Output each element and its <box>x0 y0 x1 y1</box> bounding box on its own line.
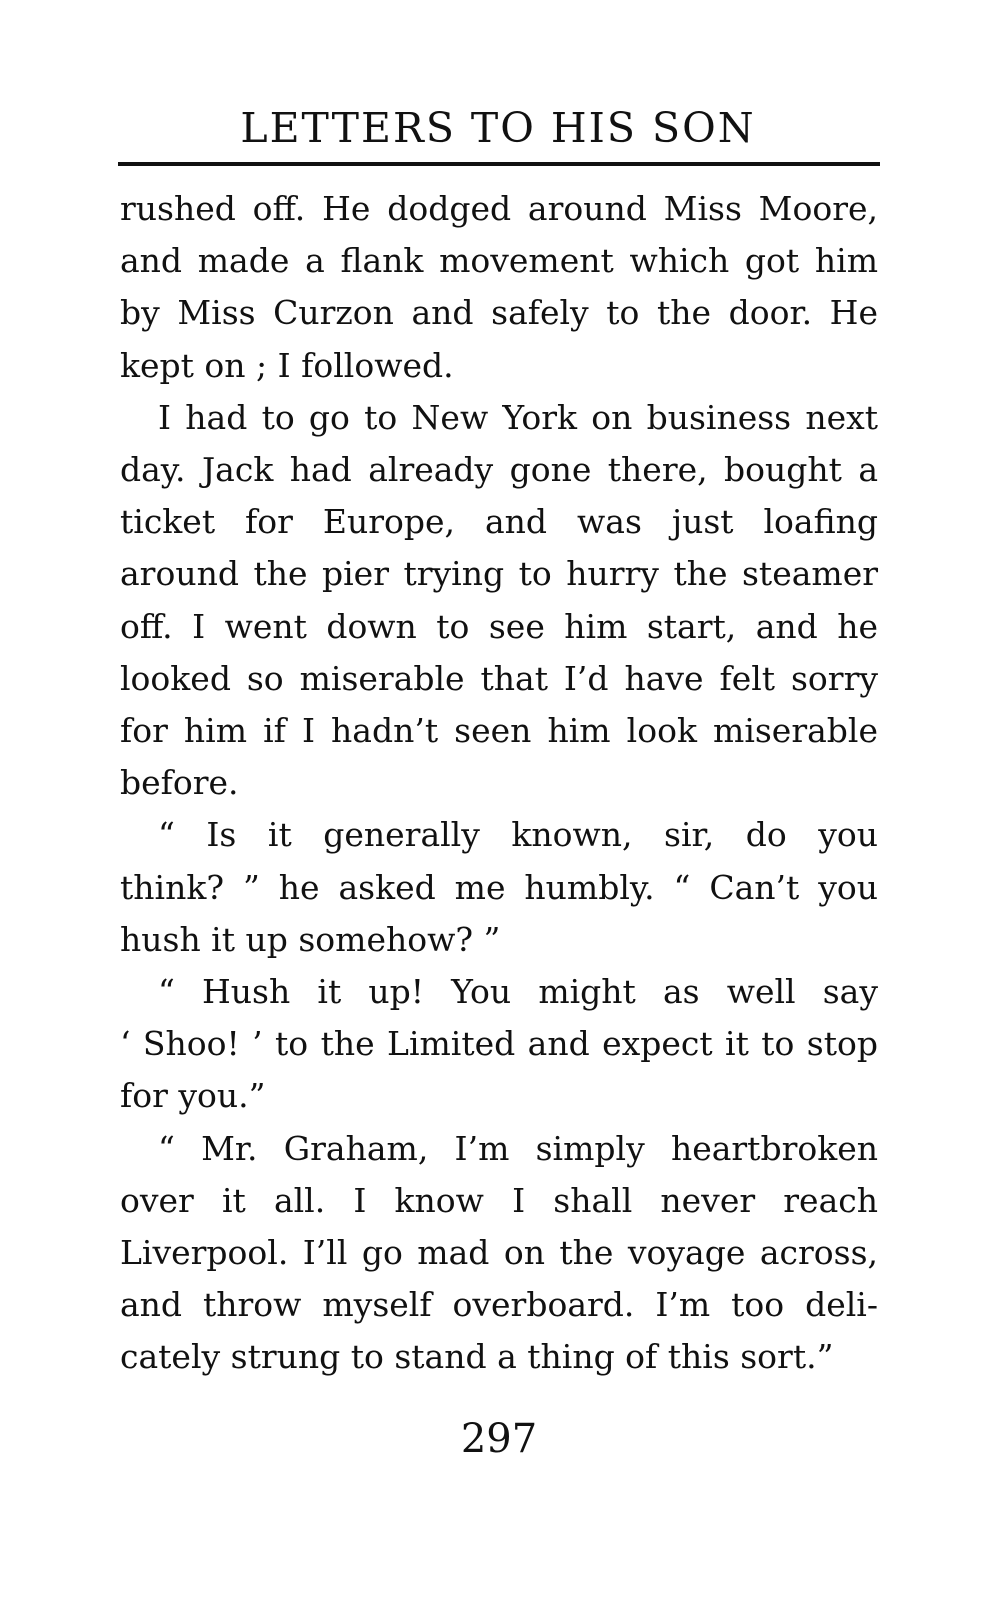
text-line: day. Jack had already gone there, bought a <box>120 450 878 490</box>
text-line: cately strung to stand a thing of this sort.” <box>120 1337 834 1377</box>
text-line: ‘ Shoo! ’ to the Limited and expect it to stop <box>120 1024 878 1064</box>
text-line: around the pier trying to hurry the steamer <box>120 554 878 594</box>
text-line: kept on ; I followed. <box>120 345 454 385</box>
text-line: off. I went down to see him start, and he <box>120 606 878 646</box>
text-line: think? ” he asked me humbly. “ Can’t you <box>120 867 878 907</box>
text-line: “ Is it generally known, sir, do you <box>158 815 878 855</box>
text-line: hush it up somehow? ” <box>120 919 501 959</box>
text-line: ticket for Europe, and was just loafing <box>120 502 878 542</box>
paragraph <box>120 809 878 966</box>
text-line: “ Hush it up! You might as well say <box>158 972 878 1012</box>
text-line: and throw myself overboard. I’m too deli- <box>120 1285 878 1325</box>
text-line: I had to go to New York on business next <box>158 397 878 437</box>
text-line: “ Mr. Graham, I’m simply heartbroken <box>158 1128 878 1168</box>
running-head: LETTERS TO HIS SON <box>240 104 756 152</box>
text-line: by Miss Curzon and safely to the door. He <box>120 293 878 333</box>
paragraph <box>120 183 878 392</box>
paragraph <box>120 966 878 1123</box>
paragraph <box>120 1123 878 1384</box>
text-line: looked so miserable that I’d have felt sorry <box>120 658 878 698</box>
text-line: rushed off. He dodged around Miss Moore, <box>120 189 878 228</box>
text-line: Liverpool. I’ll go mad on the voyage across, <box>120 1233 878 1273</box>
text-line: for him if I hadn’t seen him look miserable <box>120 711 878 751</box>
body-text <box>120 183 878 1384</box>
text-line: and made a flank movement which got him <box>120 241 878 281</box>
page-number: 297 <box>460 1416 538 1462</box>
text-line: for you.” <box>120 1076 266 1116</box>
paragraph <box>120 392 878 810</box>
header-rule <box>118 162 880 166</box>
text-line: before. <box>120 763 239 803</box>
text-line: over it all. I know I shall never reach <box>120 1180 878 1220</box>
